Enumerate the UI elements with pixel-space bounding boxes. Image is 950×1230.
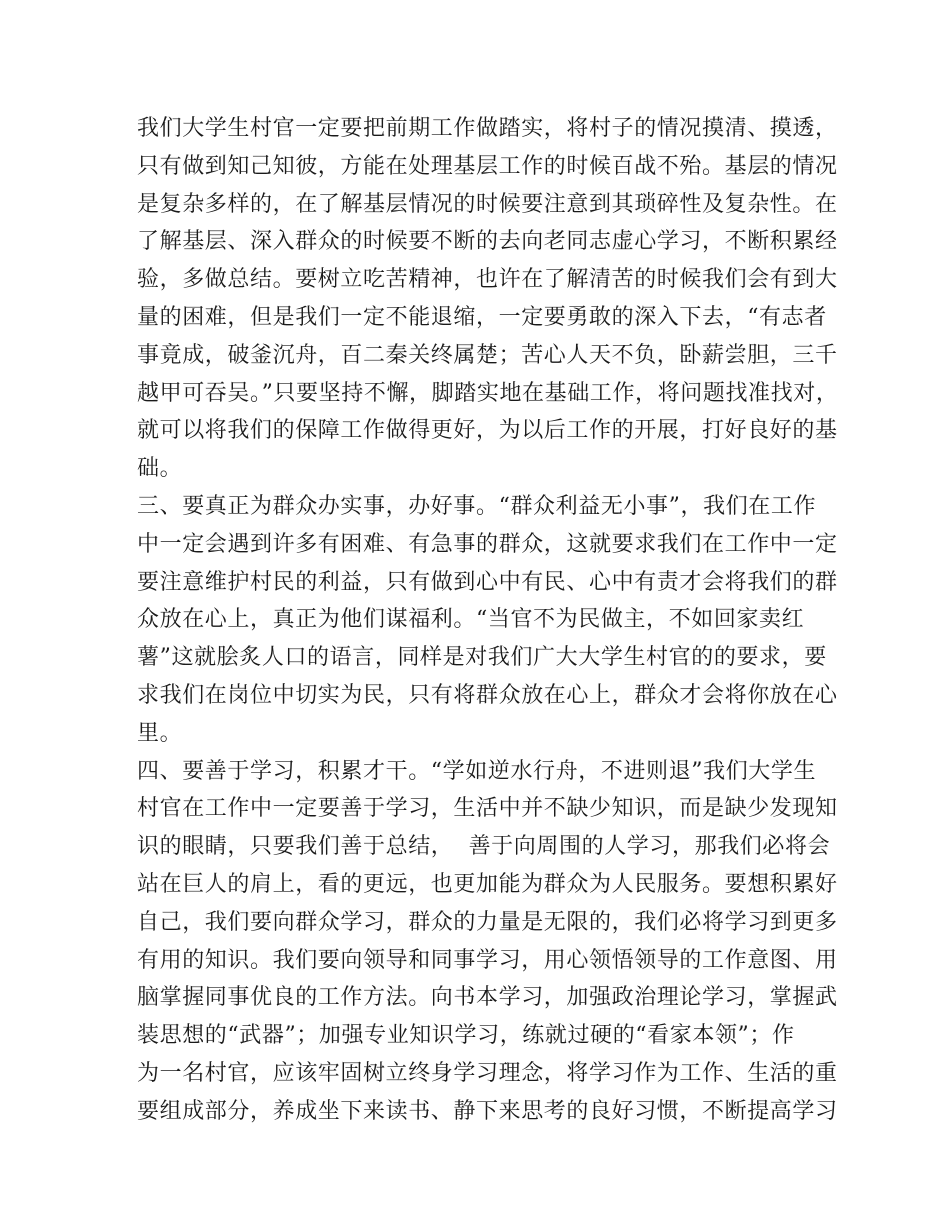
text-line: 识的眼睛，只要我们善于总结， 善于向周围的人学习，那我们必将会 xyxy=(137,834,831,860)
text-line: 众放在心上，真正为他们谋福利。“当官不为民做主，不如回家卖红 xyxy=(137,607,805,633)
text-line: 要注意维护村民的利益，只有做到心中有民、心中有责才会将我们的群 xyxy=(137,569,838,595)
text-line: 我们大学生村官一定要把前期工作做踏实，将村子的情况摸清、摸透， xyxy=(137,116,838,141)
text-line: 事竟成，破釜沉舟，百二秦关终属楚；苦心人天不负，卧薪尝胆，三千 xyxy=(137,342,838,368)
text-line: 脑掌握同事优良的工作方法。向书本学习，加强政治理论学习，掌握武 xyxy=(137,985,838,1011)
text-line: 要组成部分，养成坐下来读书、静下来思考的良好习惯，不断提高学习 xyxy=(137,1098,838,1124)
text-line: 础。 xyxy=(137,456,183,482)
text-line: 验，多做总结。要树立吃苦精神，也许在了解清苦的时候我们会有到大 xyxy=(137,267,838,293)
document-body xyxy=(137,110,839,1131)
text-line: 量的困难，但是我们一定不能退缩，一定要勇敢的深入下去，“有志者 xyxy=(137,304,827,330)
text-line: 是复杂多样的，在了解基层情况的时候要注意到其琐碎性及复杂性。在 xyxy=(137,191,838,217)
section-three-heading-line: 三、要真正为群众办实事，办好事。“群众利益无小事”，我们在工作 xyxy=(137,493,817,519)
text-line: 自己，我们要向群众学习，群众的力量是无限的，我们必将学习到更多 xyxy=(137,909,838,935)
text-line: 越甲可吞吴。”只要坚持不懈，脚踏实地在基础工作，将问题找准找对， xyxy=(137,380,839,406)
section-four-heading-line: 四、要善于学习，积累才干。“学如逆水行舟，不进则退”我们大学生 xyxy=(137,758,817,784)
text-line: 只有做到知己知彼，方能在处理基层工作的时候百战不殆。基层的情况 xyxy=(137,153,838,179)
text-line: 就可以将我们的保障工作做得更好，为以后工作的开展，打好良好的基 xyxy=(137,418,838,444)
text-line: 为一名村官，应该牢固树立终身学习理念，将学习作为工作、生活的重 xyxy=(137,1060,838,1086)
text-line: 里。 xyxy=(137,720,183,746)
text-line: 装思想的“武器”；加强专业知识学习，练就过硬的“看家本领”；作 xyxy=(137,1023,795,1049)
text-line: 村官在工作中一定要善于学习，生活中并不缺少知识，而是缺少发现知 xyxy=(137,796,838,822)
text-line: 求我们在岗位中切实为民，只有将群众放在心上，群众才会将你放在心 xyxy=(137,682,838,708)
text-line: 了解基层、深入群众的时候要不断的去向老同志虚心学习，不断积累经 xyxy=(137,229,838,255)
text-line: 有用的知识。我们要向领导和同事学习，用心领悟领导的工作意图、用 xyxy=(137,947,838,973)
text-line: 薯”这就脍炙人口的语言，同样是对我们广大大学生村官的的要求，要 xyxy=(137,645,827,671)
text-line: 中一定会遇到许多有困难、有急事的群众，这就要求我们在工作中一定 xyxy=(137,531,838,557)
text-line: 站在巨人的肩上，看的更远，也更加能为群众为人民服务。要想积累好 xyxy=(137,871,838,897)
